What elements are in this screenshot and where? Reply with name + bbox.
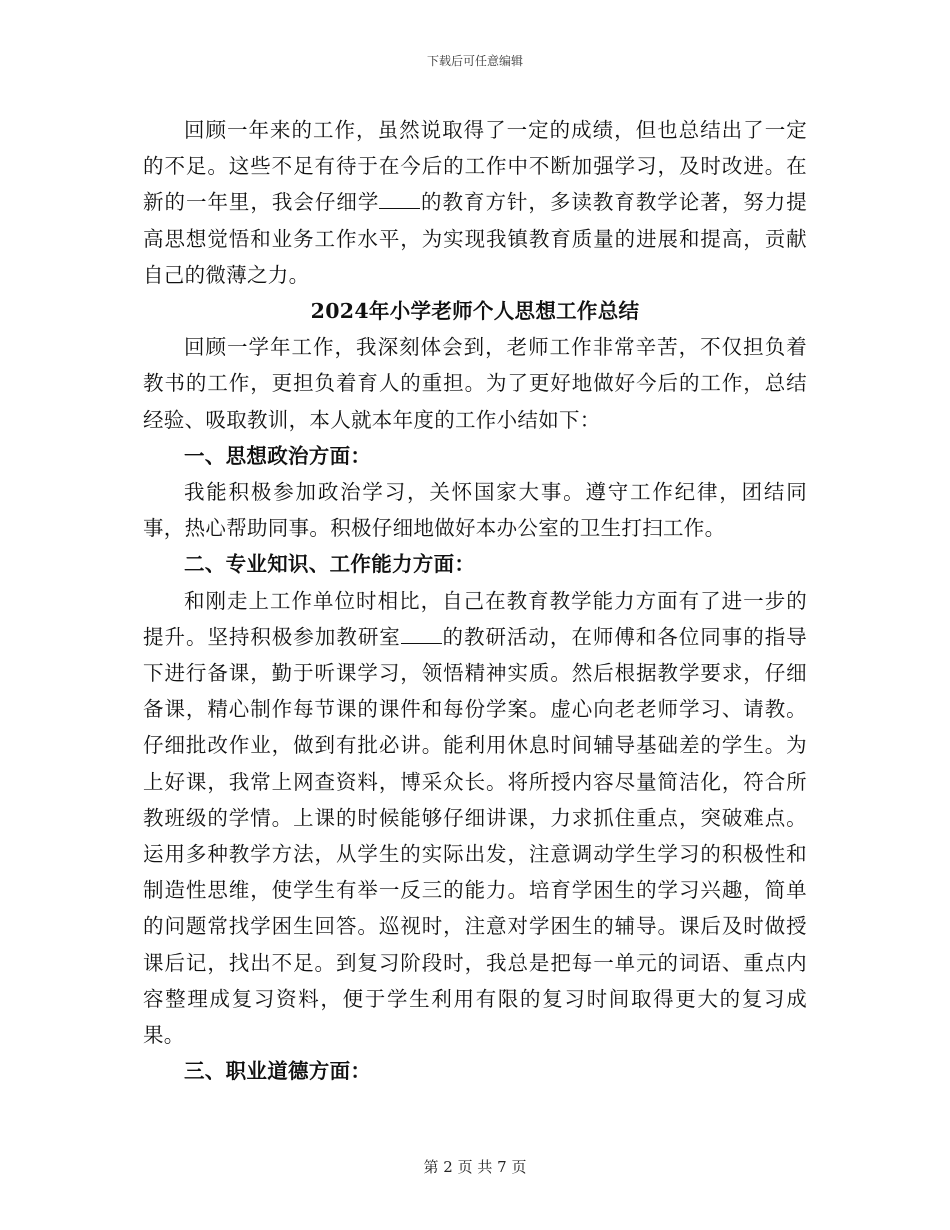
intro-text-part1: 回顾一年来的工作，虽然说取得了一定的成绩，但也总结出了一定的不足。这些不足有待于在今后的工作中不断加强学习，及时改进。在新的一年里，我会仔细学: [143, 118, 807, 215]
fill-blank: [379, 190, 420, 209]
intro-paragraph: [143, 112, 807, 293]
opening-paragraph: 回顾一学年工作，我深刻体会到，老师工作非常辛苦，不仅担负着教书的工作，更担负着育人的重担。为了更好地做好今后的工作，总结经验、吸取教训，本人就本年度的工作小结如下：: [143, 335, 807, 432]
page-number: 第 2 页 共 7 页: [423, 1158, 527, 1176]
header-note: 下载后可任意编辑: [426, 54, 523, 68]
section-heading-ethics: 三、职业道德方面：: [184, 1059, 372, 1084]
fill-blank: [401, 624, 442, 643]
section-body-professional: [143, 583, 807, 1054]
section-heading-professional: 二、专业知识、工作能力方面：: [184, 552, 476, 577]
professional-text-part2: 的教研活动，在师傅和各位同事的指导下进行备课，勤于听课学习，领悟精神实质。然后根据教学要求，仔细备课，精心制作每节课的课件和每份学案。虚心向老老师学习、请教。仔细批改作业，做到有批必讲。能利用休息时间辅导基础差的学生。为上好课，我常上网查资料，博采众长。将所授内容尽量简洁化，符合所教班级的学情。上课的时候能够仔细讲课，力求抓住重点，突破难点。运用多种教学方法，从学生的实际出发，注意调动学生学习的积极性和制造性思维，使学生有举一反三的能力。培育学困生的学习兴趣，简单的问题常找学困生回答。巡视时，注意对学困生的辅导。课后及时做授课后记，找出不足。到复习阶段时，我总是把每一单元的词语、重点内容整理成复习资料，便于学生利用有限的复习时间取得更大的复习成果。: [143, 624, 807, 1048]
professional-text-part1: 和刚走上工作单位时相比，自己在教育教学能力方面有了进一步的提升。坚持积极参加教研室: [143, 588, 807, 649]
document-body: [143, 112, 807, 1089]
section-body-politics: 我能积极参加政治学习，关怀国家大事。遵守工作纪律，团结同事，热心帮助同事。积极仔细地做好本办公室的卫生打扫工作。: [143, 480, 807, 541]
intro-text-part2: 的教育方针，多读教育教学论著，努力提高思想觉悟和业务工作水平，为实现我镇教育质量的进展和提高，贡献自己的微薄之力。: [143, 190, 807, 287]
document-title: 2024年小学老师个人思想工作总结: [310, 299, 640, 324]
section-heading-politics: 一、思想政治方面：: [184, 443, 372, 468]
